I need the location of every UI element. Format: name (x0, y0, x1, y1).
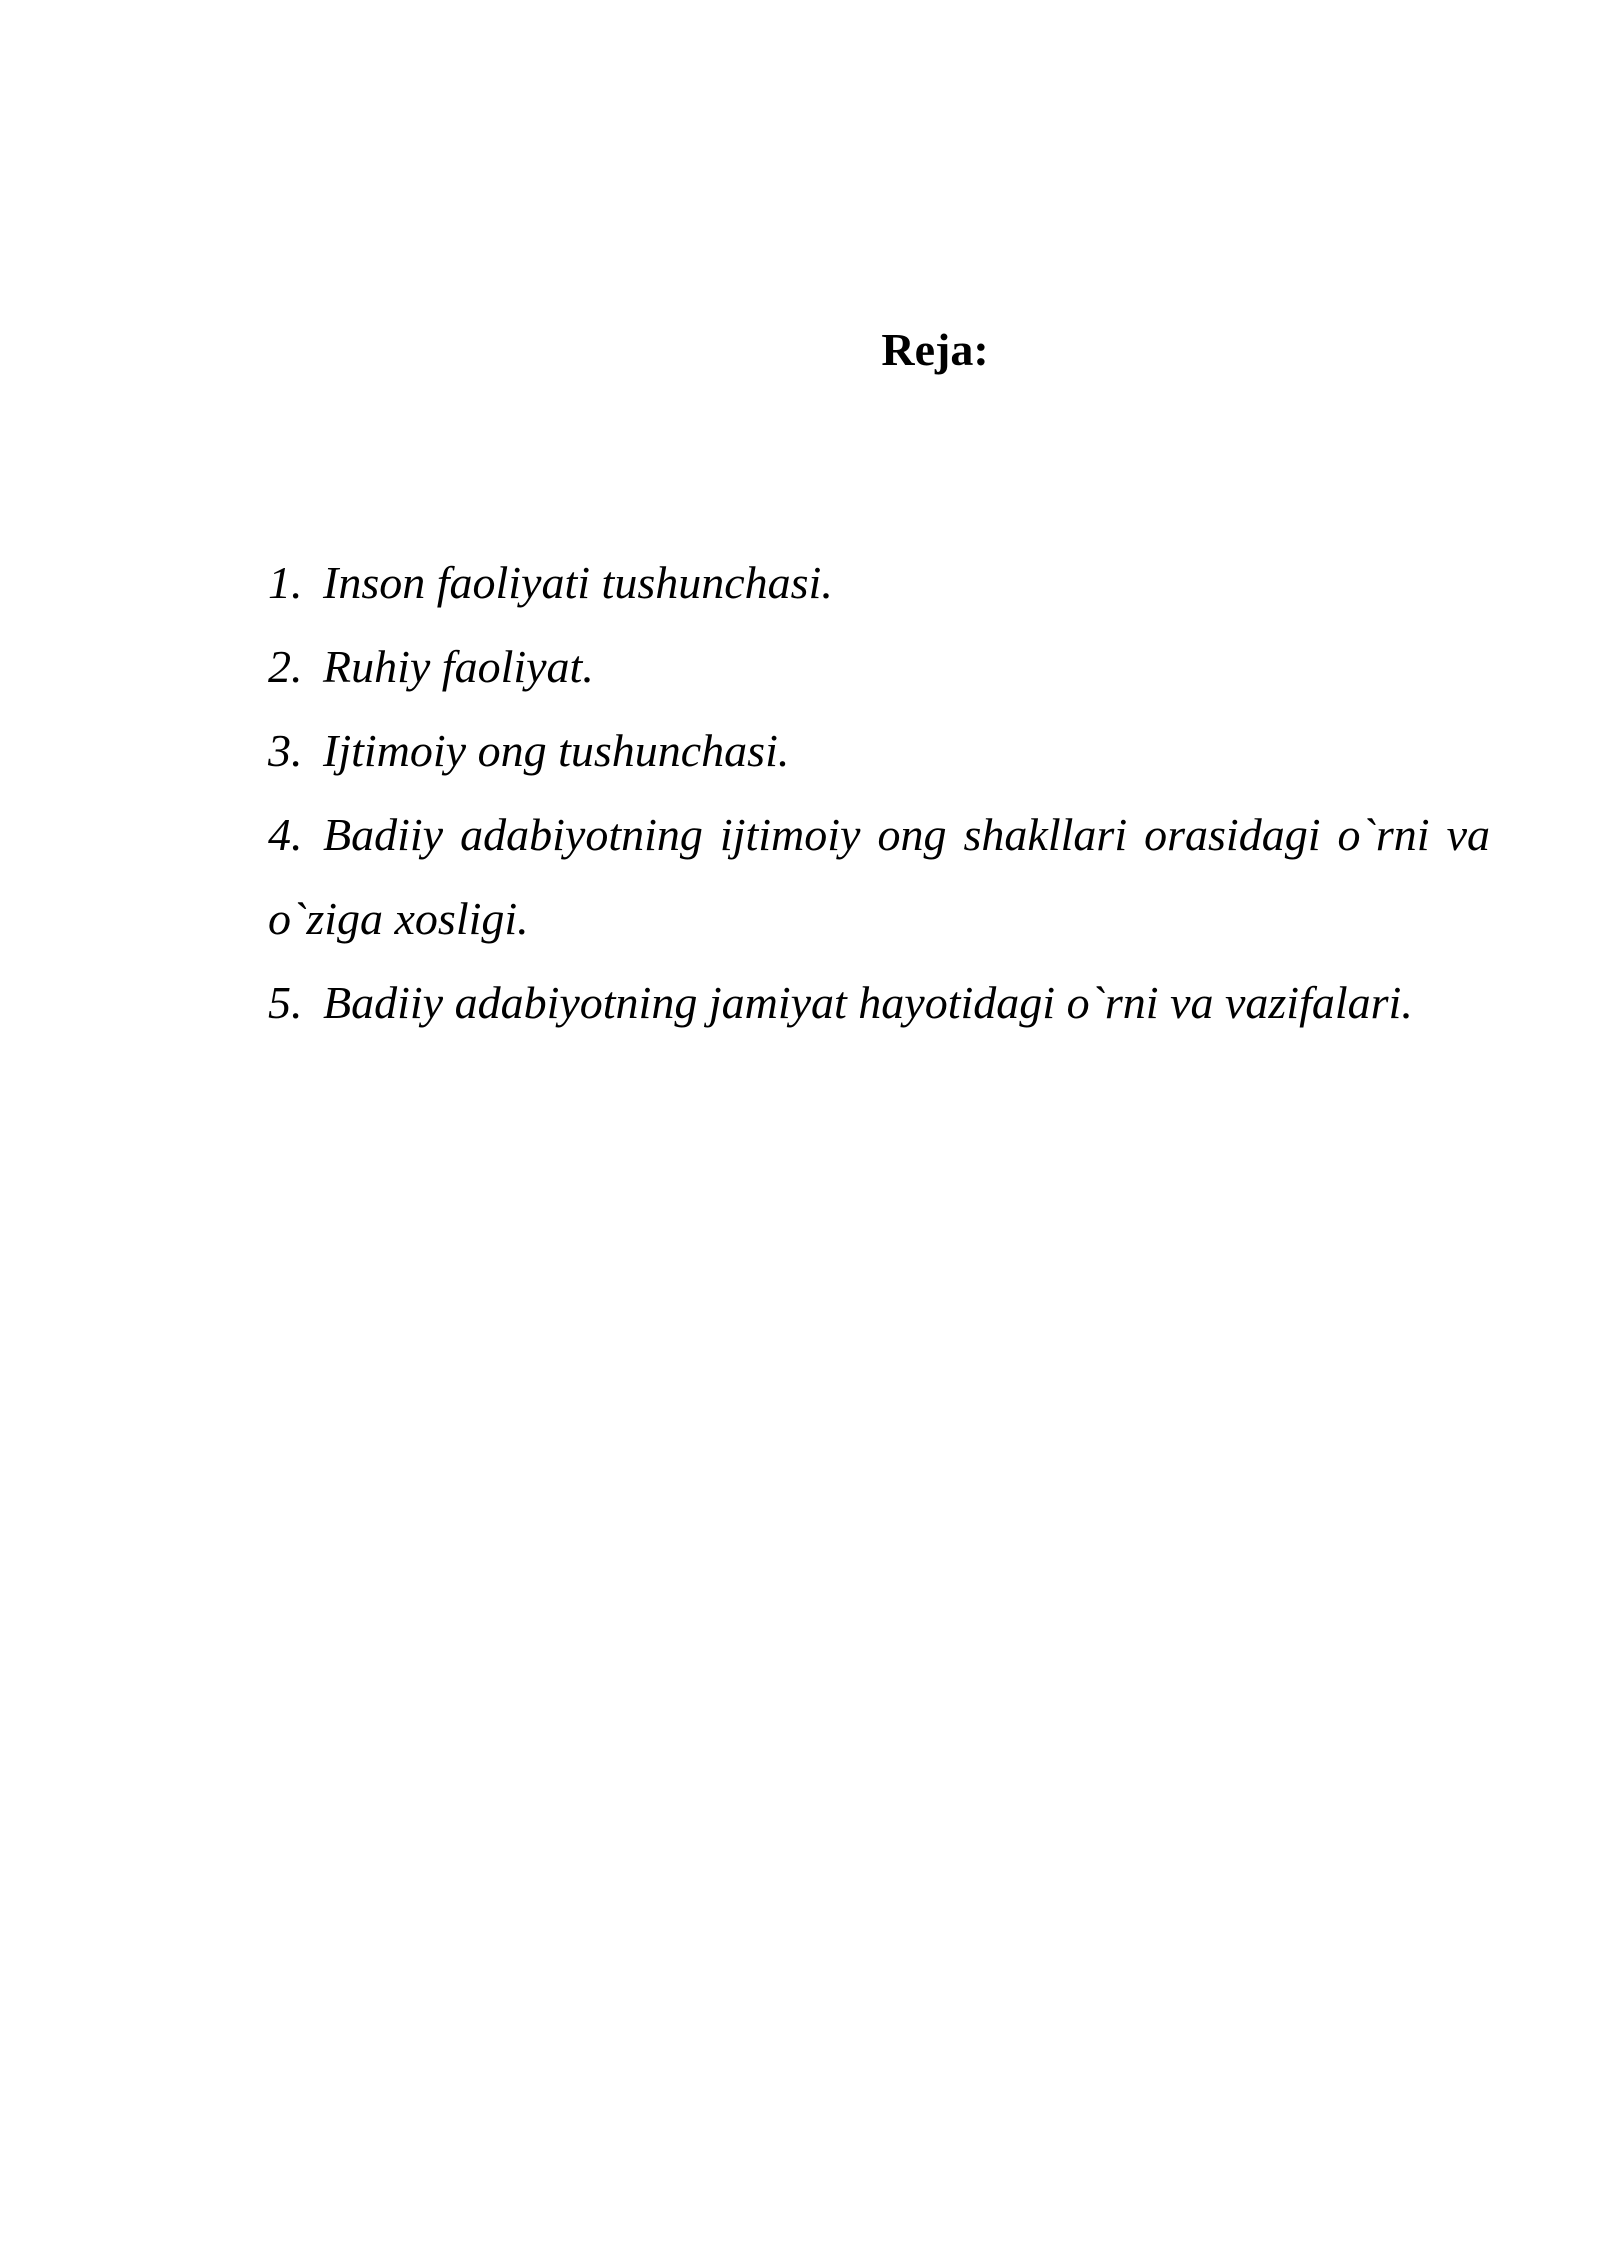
plan-item-number: 1. (268, 557, 303, 608)
plan-item-1 (268, 541, 1490, 625)
plan-item-3 (268, 709, 1490, 793)
plan-item-text: Badiiy adabiyotning ijtimoiy ong shakllari orasidagi o`rni va o`ziga xosligi. (268, 809, 1490, 944)
plan-item-text: Inson faoliyati tushunchasi. (323, 557, 833, 608)
plan-item-4 (268, 793, 1490, 961)
plan-item-text: Ruhiy faoliyat. (323, 641, 594, 692)
plan-item-5 (268, 961, 1490, 1045)
plan-item-text: Ijtimoiy ong tushunchasi. (323, 725, 790, 776)
plan-item-text: Badiiy adabiyotning jamiyat hayotidagi o`rni va vazifalari. (323, 977, 1413, 1028)
plan-item-number: 4. (268, 809, 303, 860)
plan-item-number: 5. (268, 977, 303, 1028)
page-title: Reja: (881, 324, 989, 375)
plan-list (268, 541, 1490, 1045)
plan-item-number: 3. (268, 725, 303, 776)
plan-item-number: 2. (268, 641, 303, 692)
plan-item-2 (268, 625, 1490, 709)
